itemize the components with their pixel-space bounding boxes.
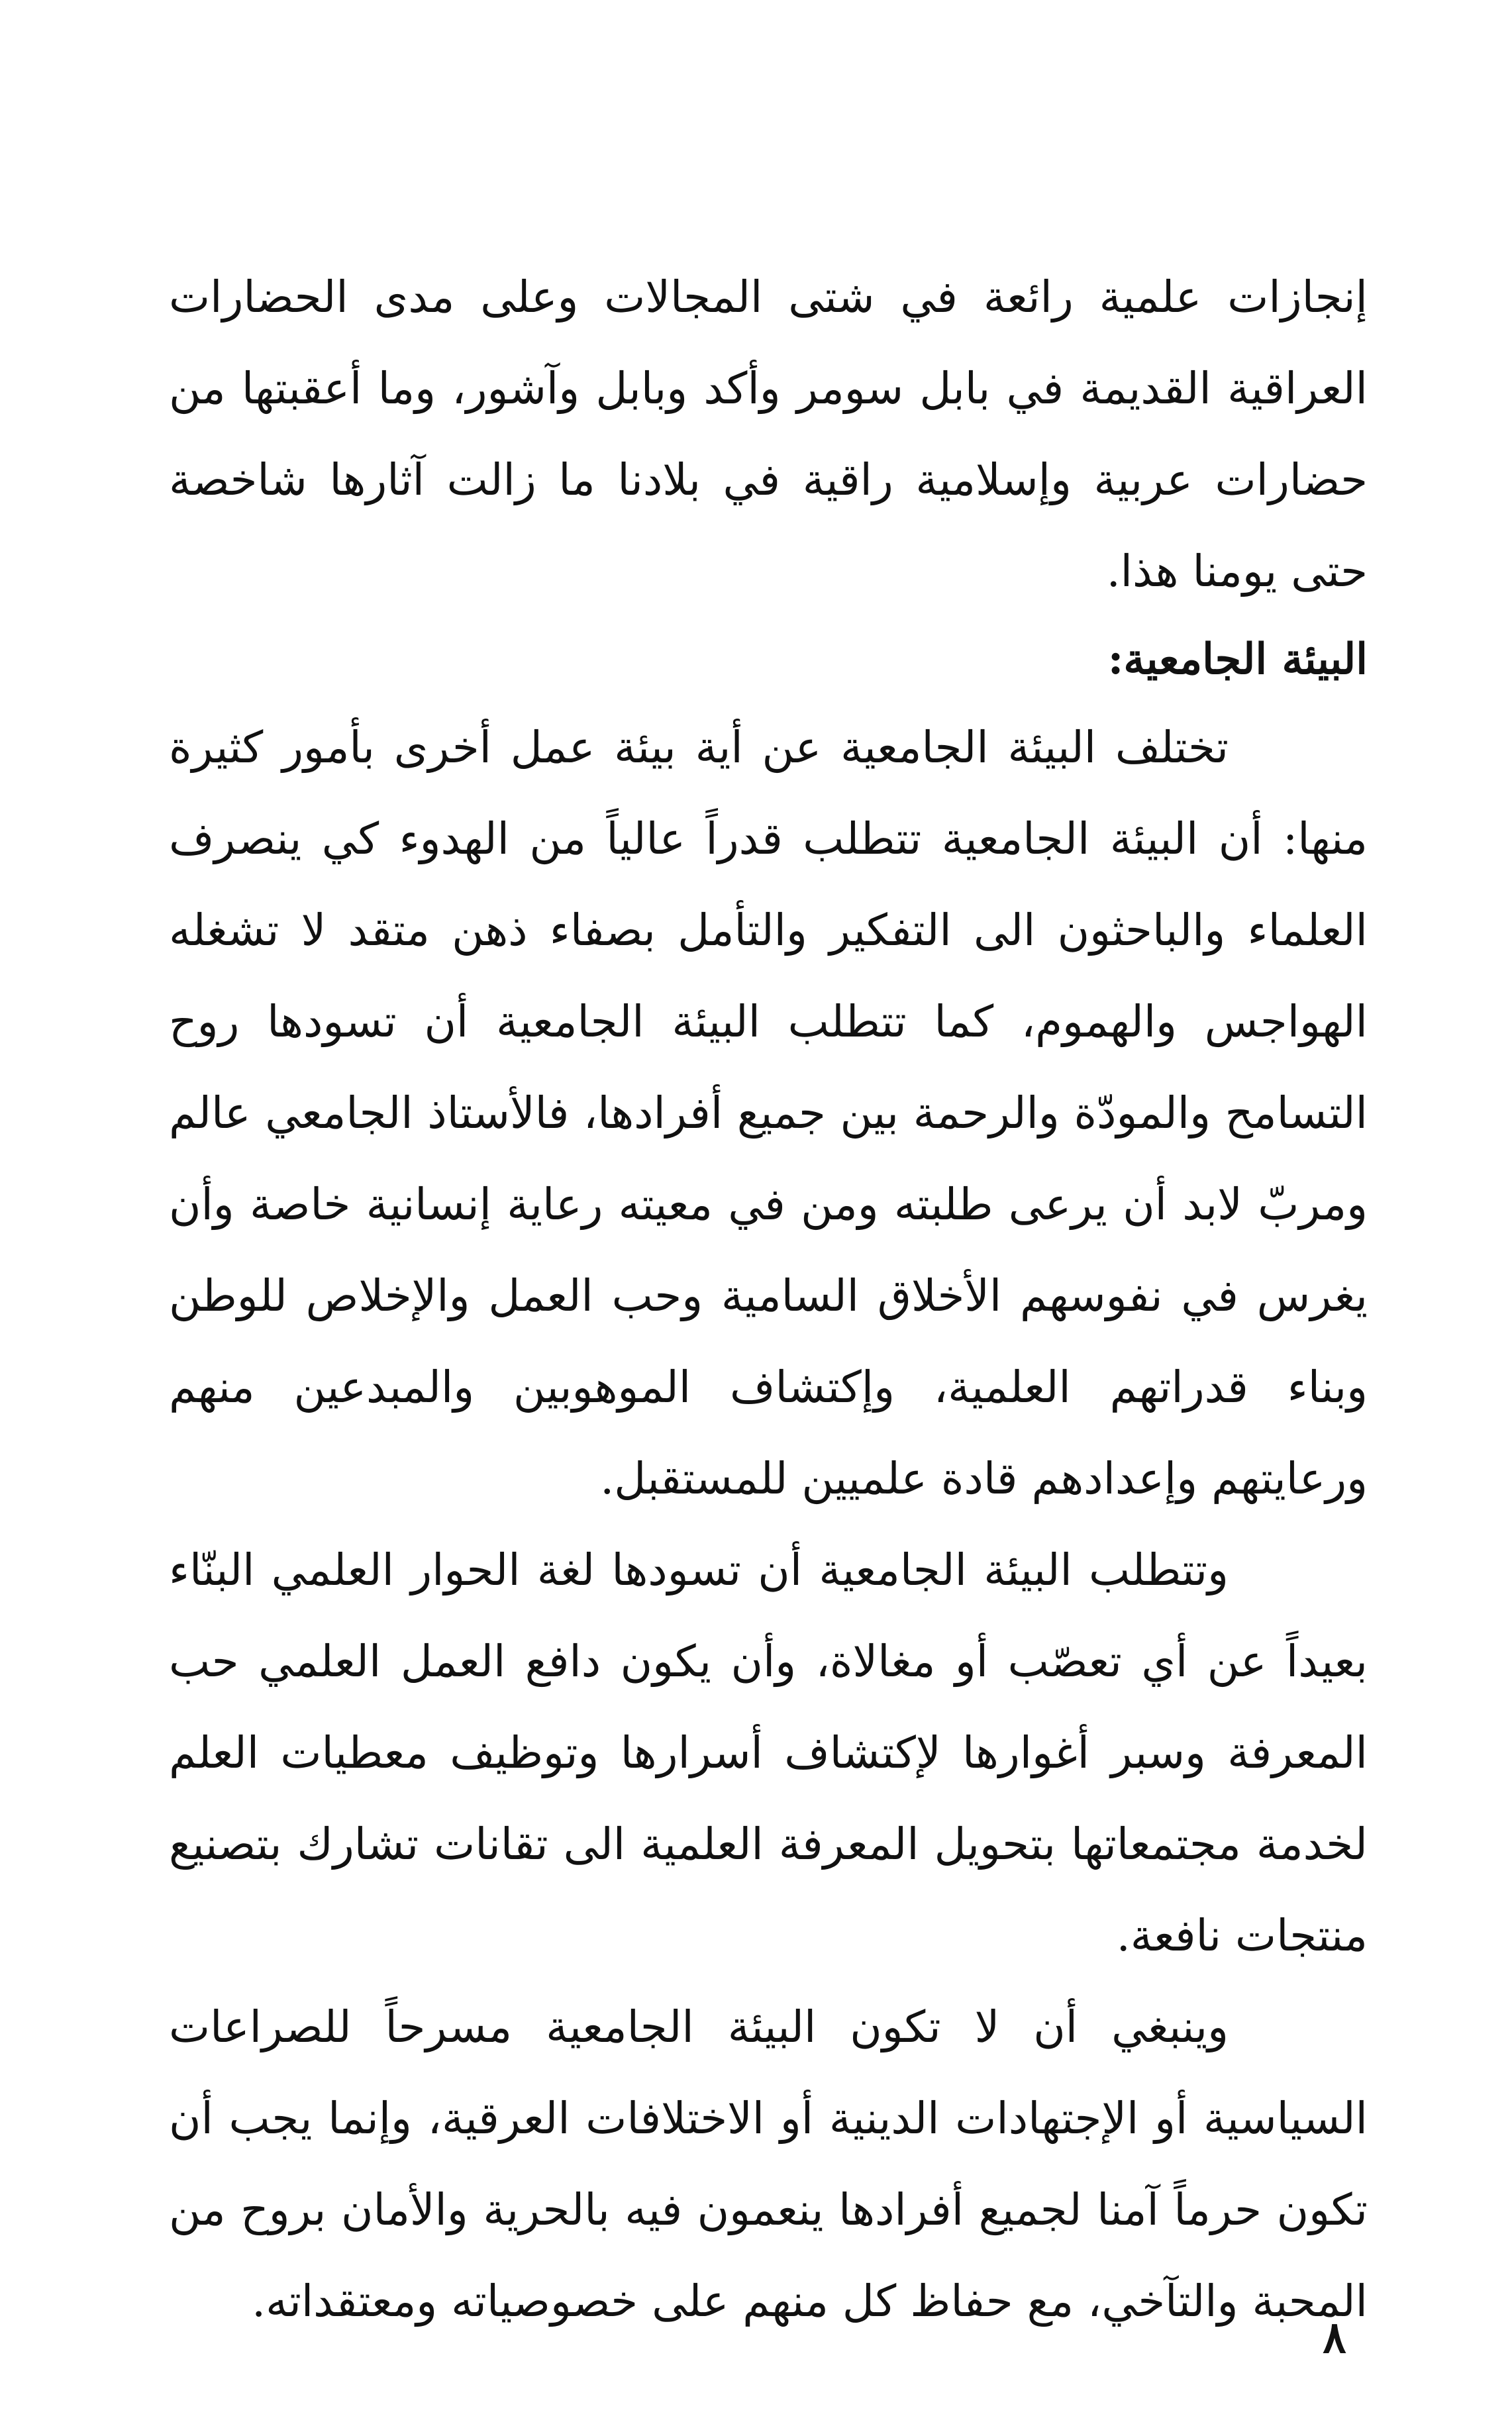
page-text — [169, 252, 1368, 2347]
intro-paragraph: إنجازات علمية رائعة في شتى المجالات وعلى مدى الحضارات العراقية القديمة في بابل سومر وأكد وبابل وآشور، وما أعقبتها من حضارات عربية وإسلامية راقية في بلادنا ما زالت آثارها شاخصة حتى يومنا هذا. — [169, 272, 1368, 597]
body-paragraph-3: وينبغي أن لا تكون البيئة الجامعية مسرحاً للصراعات السياسية أو الإجتهادات الدينية أو الاختلافات العرقية، وإنما يجب أن تكون حرماً آمنا لجميع أفرادها ينعمون فيه بالحرية والأمان بروح من المحبة والتآخي، مع حفاظ كل منهم على خصوصياته ومعتقداته. — [169, 2001, 1368, 2327]
body-paragraph-1: تختلف البيئة الجامعية عن أية بيئة عمل أخرى بأمور كثيرة منها: أن البيئة الجامعية تتطلب قدراً عالياً من الهدوء كي ينصرف العلماء والباحثون الى التفكير والتأمل بصفاء ذهن متقد لا تشغله الهواجس والهموم، كما تتطلب البيئة الجامعية أن تسودها روح التسامح والمودّة والرحمة بين جميع أفرادها، فالأستاذ الجامعي عالم ومربّ لابد أن يرعى طلبته ومن في معيته رعاية إنسانية خاصة وأن يغرس في نفوسهم الأخلاق السامية وحب العمل والإخلاص للوطن وبناء قدراتهم العلمية، وإكتشاف الموهوبين والمبدعين منهم ورعايتهم وإعدادهم قادة علميين للمستقبل. — [169, 722, 1368, 1504]
section-heading: البيئة الجامعية: — [1107, 634, 1368, 684]
body-paragraph-2: وتتطلب البيئة الجامعية أن تسودها لغة الحوار العلمي البنّاء بعيداً عن أي تعصّب أو مغالاة، وأن يكون دافع العمل العلمي حب المعرفة وسبر أغوارها لإكتشاف أسرارها وتوظيف معطيات العلم لخدمة مجتمعاتها بتحويل المعرفة العلمية الى تقانات تشارك بتصنيع منتجات نافعة. — [169, 1544, 1368, 1961]
page-number: ٨ — [1323, 2311, 1346, 2363]
